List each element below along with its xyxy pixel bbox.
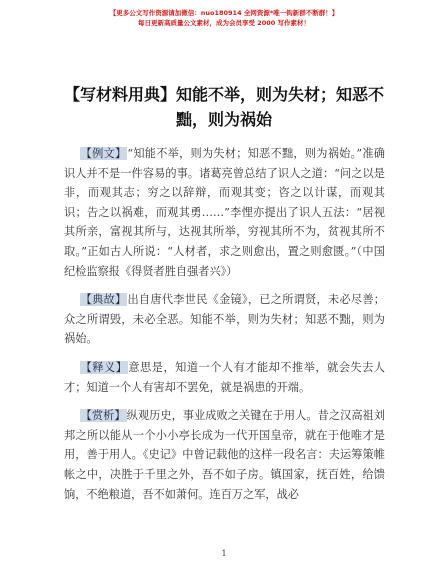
section-text: 意思是，知道一个人有才能却不推举，就会失去人才；知道一个人有害却不罢免，就是祸患的开端。 bbox=[64, 360, 385, 394]
promo-banner-line-1: 【更多公文写作资源请加微信：nuo180914 全网资源*唯一钩新群不断群！】 bbox=[109, 9, 339, 17]
document-body bbox=[64, 144, 385, 513]
page-number: 1 bbox=[221, 549, 227, 558]
section-label: 【例文】 bbox=[80, 147, 127, 160]
section-text: 出自唐代李世民《金镜》，已之所谓贤，未必尽善；众之所谓毁，未必全恶。知能不举，则为失材；知恶不黜，则为祸始。 bbox=[64, 293, 385, 346]
section-label: 【典故】 bbox=[80, 293, 127, 307]
document-title: 【写材料用典】知能不举，则为失材；知恶不黜，则为祸始 bbox=[64, 85, 385, 129]
section-label: 【释义】 bbox=[80, 360, 128, 374]
section-appreciation bbox=[64, 406, 385, 504]
section-meaning bbox=[64, 358, 385, 397]
section-allusion bbox=[64, 290, 385, 349]
promo-banner-line-2: 每日更新高质量公文素材，成为会员享受 2000 写作素材！ bbox=[137, 19, 311, 27]
section-text: “知能不举，则为失材；知恶不黜，则为祸始。”准确识人并不是一件容易的事。诸葛亮曾总结了识人之道：“问之以是非，而观其志；穷之以辞辩，而观其变；咨之以计谋，而观其识；告之以祸难，而观其勇……”李悝亦提出了识人五法：“居视其所亲，富视其所与，达视其所举，穷视其所不为，贫视其所不取。”正如古人所说：“人材者，求之则愈出，置之则愈匮。”（中国纪检监察报《得贤者胜自强者兴》） bbox=[64, 147, 385, 278]
section-text: 纵观历史，事业成败之关键在于用人。昔之汉高祖刘邦之所以能从一个小小亭长成为一代开国皇帝，就在于他唯才是用，善于用人。《史记》中曾记载他的这样一段名言：夫运筹策帷帐之中，决胜于千里之外，吾不如子房。镇国家，抚百姓，给馈饷，不绝粮道，吾不如萧何。连百万之军，战必 bbox=[64, 409, 385, 501]
section-label: 【赏析】 bbox=[80, 409, 126, 423]
promo-banner bbox=[0, 8, 448, 28]
section-example bbox=[64, 144, 385, 281]
